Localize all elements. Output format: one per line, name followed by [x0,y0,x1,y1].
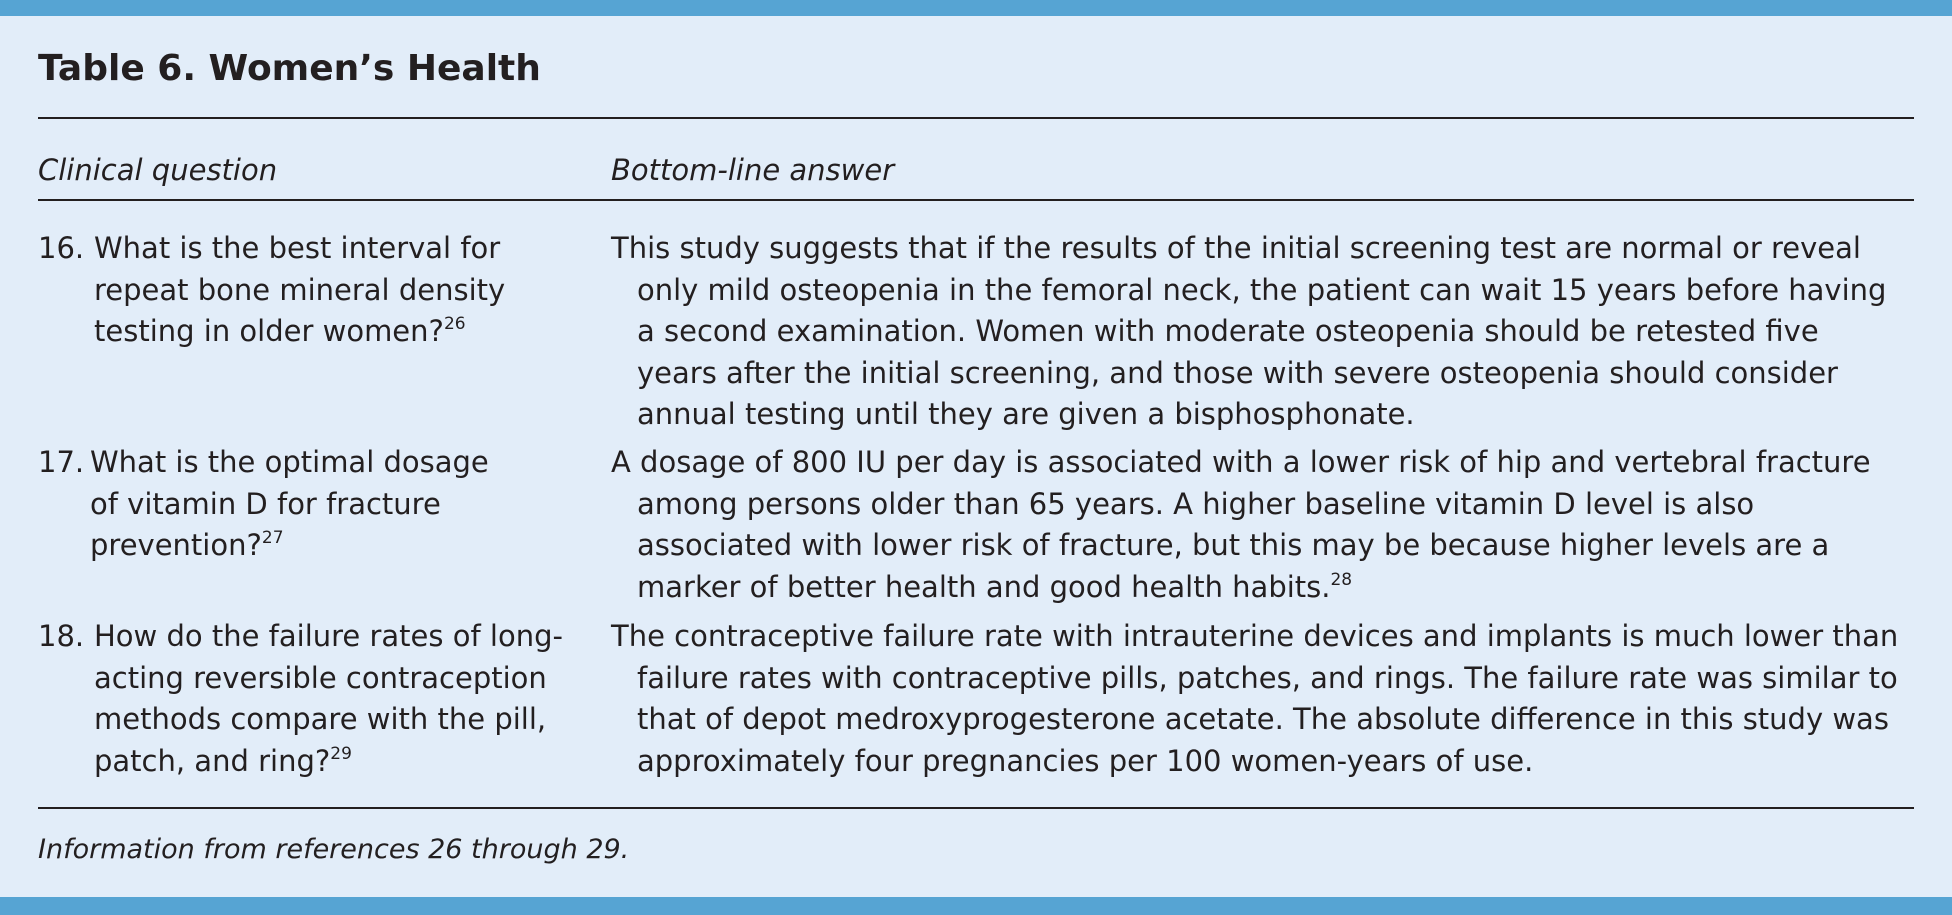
answer-cell [611,228,1901,441]
reference-superscript: 27 [261,528,284,548]
question-text: What is the best interval for repeat bone mineral density testing in older women? [94,231,506,348]
question-number: 17. [38,445,85,479]
reference-superscript: 26 [443,314,466,334]
answer-text: This study suggests that if the results of the initial screening test are normal or reveal only mild osteopenia in the femoral neck, the patient can wait 15 years before having a second examination. Women with moderate osteopenia should be retested five years after the initial screening, and those with severe osteopenia should consider annual testing until they are given a bisphosphonate. [611,231,1887,431]
footer-divider [38,807,1914,809]
reference-superscript: 28 [1330,569,1353,590]
answer-cell [611,442,1901,613]
question-text: What is the optimal dosage of vitamin D for fracture prevention? [90,445,489,562]
table-footnote: Information from references 26 through 29. [38,834,630,865]
answer-cell [611,616,1901,787]
question-text-wrap [94,616,594,787]
question-number: 18. [38,619,85,653]
question-text-wrap [94,228,534,358]
question-text-wrap [90,442,490,572]
reference-superscript: 29 [330,743,352,764]
column-header-answer: Bottom-line answer [611,153,895,187]
top-accent-bar [0,0,1952,16]
question-number: 16. [38,231,85,265]
column-header-question: Clinical question [38,153,278,187]
question-text: How do the failure rates of long-acting reversible contraception methods compare with the pill, patch, and ring? [94,619,563,778]
bottom-accent-bar [0,897,1952,915]
title-divider [38,117,1914,119]
header-divider [38,199,1914,201]
answer-text: The contraceptive failure rate with intrauterine devices and implants is much lower than failure rates with contraceptive pills, patches, and rings. The failure rate was similar to that of depot medroxyprogesterone acetate. The absolute difference in this study was approximately four pregnancies per 100 women-years of use. [611,619,1899,778]
answer-text: A dosage of 800 IU per day is associated with a lower risk of hip and vertebral fracture among persons older than 65 years. A higher baseline vitamin D level is also associated with lower risk of fracture, but this may be because higher levels are a marker of better health and good health habits. [611,445,1871,604]
table-title: Table 6. Women’s Health [38,48,541,89]
